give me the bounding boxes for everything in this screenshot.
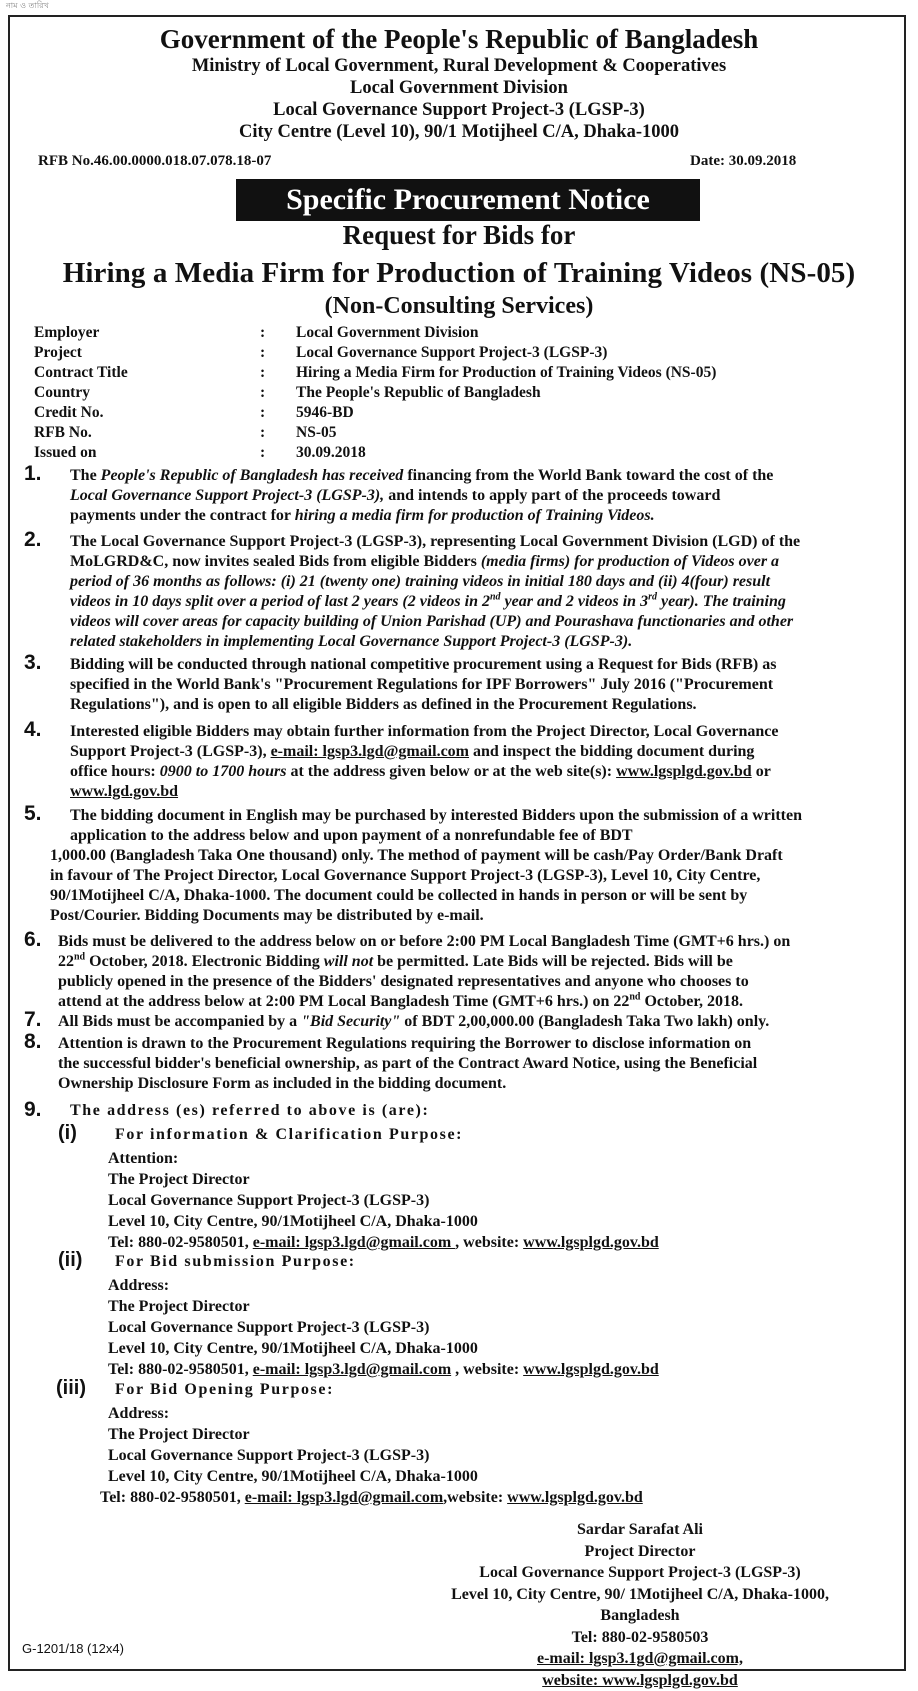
detail-colon: : [260, 444, 265, 462]
text-line: publicly opened in the presence of the Bidders' designated representatives and anyone who chooses to [58, 972, 872, 992]
email-link[interactable]: e-mail: lgsp3.lgd@gmail.com [271, 743, 469, 760]
text-line: attend at the address below at 2:00 PM Local Bangladesh Time (GMT+6 hrs.) on 22nd October, 2018. [58, 992, 872, 1012]
address-street: Level 10, City Centre, 90/1Motijheel C/A, Dhaka-1000 [108, 1466, 478, 1487]
detail-colon: : [260, 344, 265, 362]
text-line: Local Governance Support Project-3 (LGSP-3), and intends to apply part of the proceeds toward [70, 486, 872, 506]
ministry-line: Ministry of Local Government, Rural Development & Cooperatives [0, 56, 918, 77]
notice-banner: Specific Procurement Notice [236, 179, 700, 221]
address-block [108, 1148, 659, 1253]
address-org: Local Governance Support Project-3 (LGSP-3) [108, 1317, 659, 1338]
detail-value: Hiring a Media Firm for Production of Training Videos (NS-05) [296, 364, 716, 382]
detail-colon: : [260, 404, 265, 422]
text-line: MoLGRD&C, now invites sealed Bids from eligible Bidders (media firms) for production of Videos over a [70, 552, 872, 572]
address-number: (iii) [56, 1377, 86, 1400]
text-line: Post/Courier. Bidding Documents may be distributed by e-mail. [50, 906, 872, 926]
detail-value: Local Government Division [296, 324, 479, 342]
address-block [108, 1275, 659, 1380]
paragraph-number: 7. [24, 1008, 42, 1032]
detail-key: Contract Title [34, 364, 128, 382]
paragraph-2 [70, 532, 872, 652]
paragraph-number: 2. [24, 528, 42, 552]
address-intro: The address (es) referred to above is (are): [70, 1102, 429, 1120]
text-line: payments under the contract for hiring a media firm for production of Training Videos. [70, 506, 872, 526]
paragraph-number: 9. [24, 1098, 42, 1122]
contract-heading: Hiring a Media Firm for Production of Training Videos (NS-05) [0, 257, 918, 290]
ad-code: G-1201/18 (12x4) [22, 1641, 124, 1656]
text-line: The bidding document in English may be purchased by interested Bidders upon the submission of a written [70, 806, 872, 826]
detail-value: The People's Republic of Bangladesh [296, 384, 541, 402]
paragraph-4 [70, 722, 872, 802]
detail-key: Employer [34, 324, 99, 342]
text-line: 1,000.00 (Bangladesh Taka One thousand) only. The method of payment will be cash/Pay Order/Bank Draft [50, 846, 872, 866]
address-org: Local Governance Support Project-3 (LGSP-3) [108, 1445, 478, 1466]
detail-value: 5946-BD [296, 404, 354, 422]
paragraph-7 [58, 1012, 872, 1032]
text-line: related stakeholders in implementing Local Governance Support Project-3 (LGSP-3). [70, 632, 872, 652]
detail-colon: : [260, 424, 265, 442]
signature-block [430, 1519, 850, 1691]
text-line: Attention is drawn to the Procurement Regulations requiring the Borrower to disclose information on [58, 1034, 872, 1054]
signatory-name: Sardar Sarafat Ali [430, 1519, 850, 1541]
text-line: The Local Governance Support Project-3 (LGSP-3), representing Local Government Division (LGD) of the [70, 532, 872, 552]
paragraph-number: 4. [24, 718, 42, 742]
detail-value: Local Governance Support Project-3 (LGSP-3) [296, 344, 607, 362]
website-link[interactable]: www.lgsplgd.gov.bd [507, 1489, 643, 1506]
paragraph-number: 6. [24, 928, 42, 952]
text-line: Bids must be delivered to the address below on or before 2:00 PM Local Bangladesh Time (GMT+6 hrs.) on [58, 932, 872, 952]
signatory-org: Local Governance Support Project-3 (LGSP-3) [430, 1562, 850, 1584]
paragraph-number: 3. [24, 651, 42, 675]
address-label: Address: [108, 1275, 659, 1296]
text-line: Ownership Disclosure Form as included in the bidding document. [58, 1074, 872, 1094]
text-line: the successful bidder's beneficial ownership, as part of the Contract Award Notice, using the Beneficial [58, 1054, 872, 1074]
address-heading: For information & Clarification Purpose: [115, 1126, 463, 1144]
detail-key: Project [34, 344, 82, 362]
text-line: Support Project-3 (LGSP-3), e-mail: lgsp3.lgd@gmail.com and inspect the bidding document during [70, 742, 872, 762]
paragraph-number: 1. [24, 462, 42, 486]
paragraph-1 [70, 466, 872, 526]
address-heading: For Bid submission Purpose: [115, 1253, 356, 1271]
address-number: (ii) [58, 1249, 82, 1272]
address-line: City Centre (Level 10), 90/1 Motijheel C/A, Dhaka-1000 [0, 122, 918, 143]
address-street: Level 10, City Centre, 90/1Motijheel C/A, Dhaka-1000 [108, 1338, 659, 1359]
detail-value: 30.09.2018 [296, 444, 366, 462]
address-contact: Tel: 880-02-9580501, e-mail: lgsp3.lgd@gmail.com,website: www.lgsplgd.gov.bd [100, 1487, 643, 1508]
address-org: Local Governance Support Project-3 (LGSP-3) [108, 1190, 659, 1211]
text-line: All Bids must be accompanied by a "Bid Security" of BDT 2,00,000.00 (Bangladesh Taka Two lakh) only. [58, 1012, 872, 1032]
paragraph-number: 5. [24, 802, 42, 826]
detail-colon: : [260, 324, 265, 342]
detail-key: Issued on [34, 444, 96, 462]
signatory-country: Bangladesh [430, 1605, 850, 1627]
request-heading: Request for Bids for [0, 220, 918, 251]
address-block [108, 1403, 478, 1487]
address-contact: Tel: 880-02-9580501, e-mail: lgsp3.lgd@gmail.com , website: www.lgsplgd.gov.bd [108, 1232, 659, 1253]
email-link[interactable]: e-mail: lgsp3.lgd@gmail.com [245, 1489, 443, 1506]
signatory-website[interactable]: website: www.lgsplgd.gov.bd [430, 1670, 850, 1691]
text-line: 90/1Motijheel C/A, Dhaka-1000. The document could be collected in hands in person or will be sent by [50, 886, 872, 906]
email-link[interactable]: e-mail: lgsp3.lgd@gmail.com [253, 1361, 451, 1378]
division-line: Local Government Division [0, 78, 918, 99]
notice-date: Date: 30.09.2018 [690, 153, 796, 170]
address-label: Attention: [108, 1148, 659, 1169]
paragraph-number: 8. [24, 1030, 42, 1054]
text-line: specified in the World Bank's "Procurement Regulations for IPF Borrowers" July 2016 ("Procurement [70, 675, 872, 695]
detail-key: Credit No. [34, 404, 103, 422]
text-line [70, 782, 872, 802]
address-street: Level 10, City Centre, 90/1Motijheel C/A, Dhaka-1000 [108, 1211, 659, 1232]
rfb-reference: RFB No.46.00.0000.018.07.078.18-07 [38, 153, 271, 170]
text-line: 22nd October, 2018. Electronic Bidding will not be permitted. Late Bids will be rejected. Bids will be [58, 952, 872, 972]
signatory-tel: Tel: 880-02-9580503 [430, 1627, 850, 1649]
address-name: The Project Director [108, 1169, 659, 1190]
detail-colon: : [260, 384, 265, 402]
paragraph-5-continued [50, 846, 872, 926]
text-line: The People's Republic of Bangladesh has received financing from the World Bank toward the cost of the [70, 466, 872, 486]
detail-key: Country [34, 384, 90, 402]
paragraph-8 [58, 1034, 872, 1094]
services-category: (Non-Consulting Services) [0, 293, 918, 320]
website-link[interactable]: www.lgsplgd.gov.bd [523, 1361, 659, 1378]
paragraph-5 [70, 806, 872, 846]
address-heading: For Bid Opening Purpose: [115, 1381, 334, 1399]
government-title: Government of the People's Republic of Bangladesh [0, 24, 918, 55]
address-contact: Tel: 880-02-9580501, e-mail: lgsp3.lgd@gmail.com , website: www.lgsplgd.gov.bd [108, 1359, 659, 1380]
text-line: in favour of The Project Director, Local Governance Support Project-3 (LGSP-3), Level 10, City Centre, [50, 866, 872, 886]
top-note: নাম ও তারিখ [6, 0, 49, 13]
detail-value: NS-05 [296, 424, 336, 442]
text-line: Bidding will be conducted through national competitive procurement using a Request for Bids (RFB) as [70, 655, 872, 675]
address-number: (i) [58, 1122, 77, 1145]
website-link[interactable]: www.lgd.gov.bd [70, 783, 178, 800]
website-link[interactable]: www.lgsplgd.gov.bd [616, 763, 752, 780]
text-line: Regulations"), and is open to all eligible Bidders as defined in the Procurement Regulations. [70, 695, 872, 715]
address-label: Address: [108, 1403, 478, 1424]
text-line: Interested eligible Bidders may obtain further information from the Project Director, Local Governance [70, 722, 872, 742]
address-name: The Project Director [108, 1296, 659, 1317]
paragraph-6 [58, 932, 872, 1012]
paragraph-3 [70, 655, 872, 715]
text-line: period of 36 months as follows: (i) 21 (twenty one) training videos in initial 180 days and (ii) 4(four) result [70, 572, 872, 592]
website-link[interactable]: www.lgsplgd.gov.bd [523, 1234, 659, 1251]
project-line: Local Governance Support Project-3 (LGSP-3) [0, 100, 918, 121]
signatory-street: Level 10, City Centre, 90/ 1Motijheel C/A, Dhaka-1000, [430, 1584, 850, 1606]
text-line: videos will cover areas for capacity building of Union Parishad (UP) and Pourashava functionaries and other [70, 612, 872, 632]
text-line: application to the address below and upon payment of a nonrefundable fee of BDT [70, 826, 872, 846]
text-line: videos in 10 days split over a period of last 2 years (2 videos in 2nd year and 2 videos in 3rd year). The training [70, 592, 872, 612]
signatory-title: Project Director [430, 1541, 850, 1563]
address-name: The Project Director [108, 1424, 478, 1445]
detail-colon: : [260, 364, 265, 382]
email-link[interactable]: e-mail: lgsp3.lgd@gmail.com [253, 1234, 455, 1251]
text-line: office hours: 0900 to 1700 hours at the address given below or at the web site(s): www.lgsplgd.gov.bd or [70, 762, 872, 782]
signatory-email[interactable]: e-mail: lgsp3.1gd@gmail.com, [430, 1648, 850, 1670]
detail-key: RFB No. [34, 424, 92, 442]
